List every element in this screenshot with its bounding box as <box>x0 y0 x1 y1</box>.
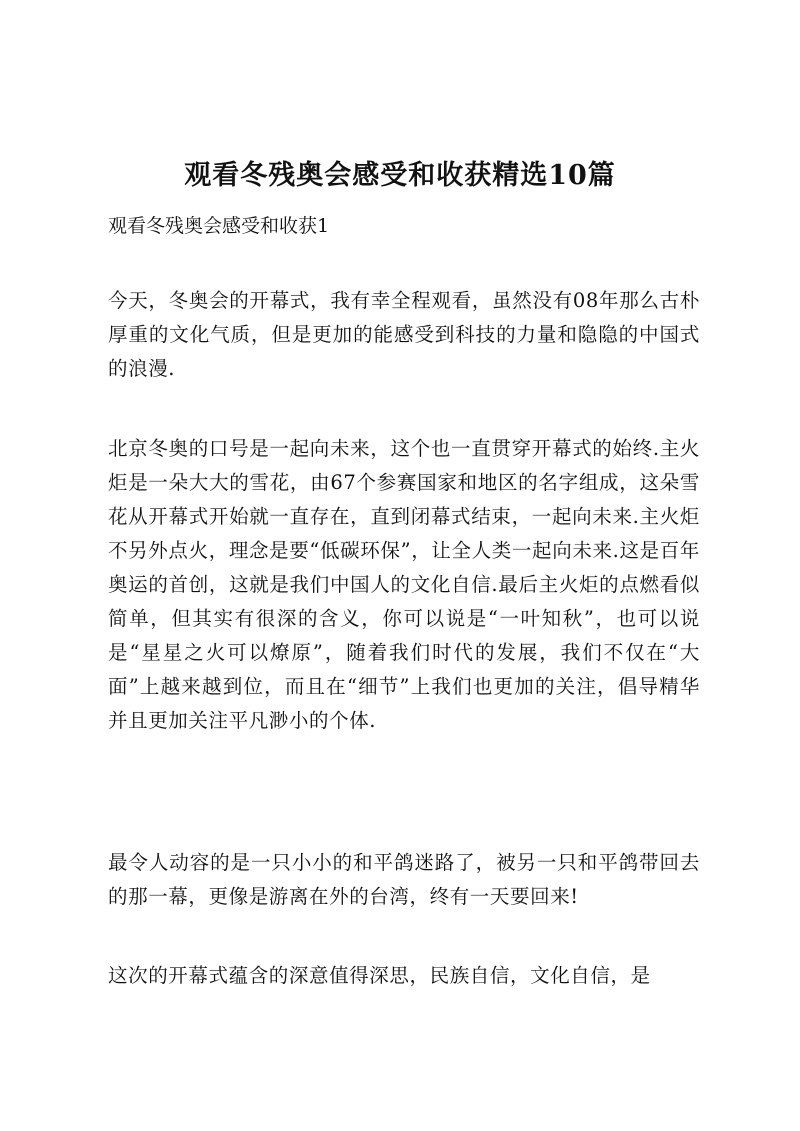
paragraph-3: 最令人动容的是一只小小的和平鸽迷路了，被另一只和平鸽带回去的那一幕，更像是游离在外的台湾，终有一天要回来! <box>108 851 700 908</box>
paragraph-2: 北京冬奥的口号是一起向未来，这个也一直贯穿开幕式的始终.主火炬是一朵大大的雪花，由67个参赛国家和地区的名字组成，这朵雪花从开幕式开始就一直存在，直到闭幕式结束，一起向未来.主火炬不另外点火，理念是要“低碳环保”，让全人类一起向未来.这是百年奥运的首创，这就是我们中国人的文化自信.最后主火炬的点燃看似简单，但其实有很深的含义，你可以说是“一叶知秋”，也可以说是“星星之火可以燎原”，随着我们时代的发展，我们不仅在“大面”上越来越到位，而且在“细节”上我们也更加的关注，倡导精华并且更加关注平凡渺小的个体. <box>108 437 700 732</box>
section-heading: 观看冬残奥会感受和收获1 <box>108 215 330 237</box>
paragraph-4: 这次的开幕式蕴含的深意值得深思，民族自信，文化自信，是 <box>108 964 651 987</box>
document-title: 观看冬残奥会感受和收获精选10篇 <box>184 160 616 191</box>
paragraph-1: 今天，冬奥会的开幕式，我有幸全程观看，虽然没有08年那么古朴厚重的文化气质，但是更加的能感受到科技的力量和隐隐的中国式的浪漫. <box>108 289 700 380</box>
